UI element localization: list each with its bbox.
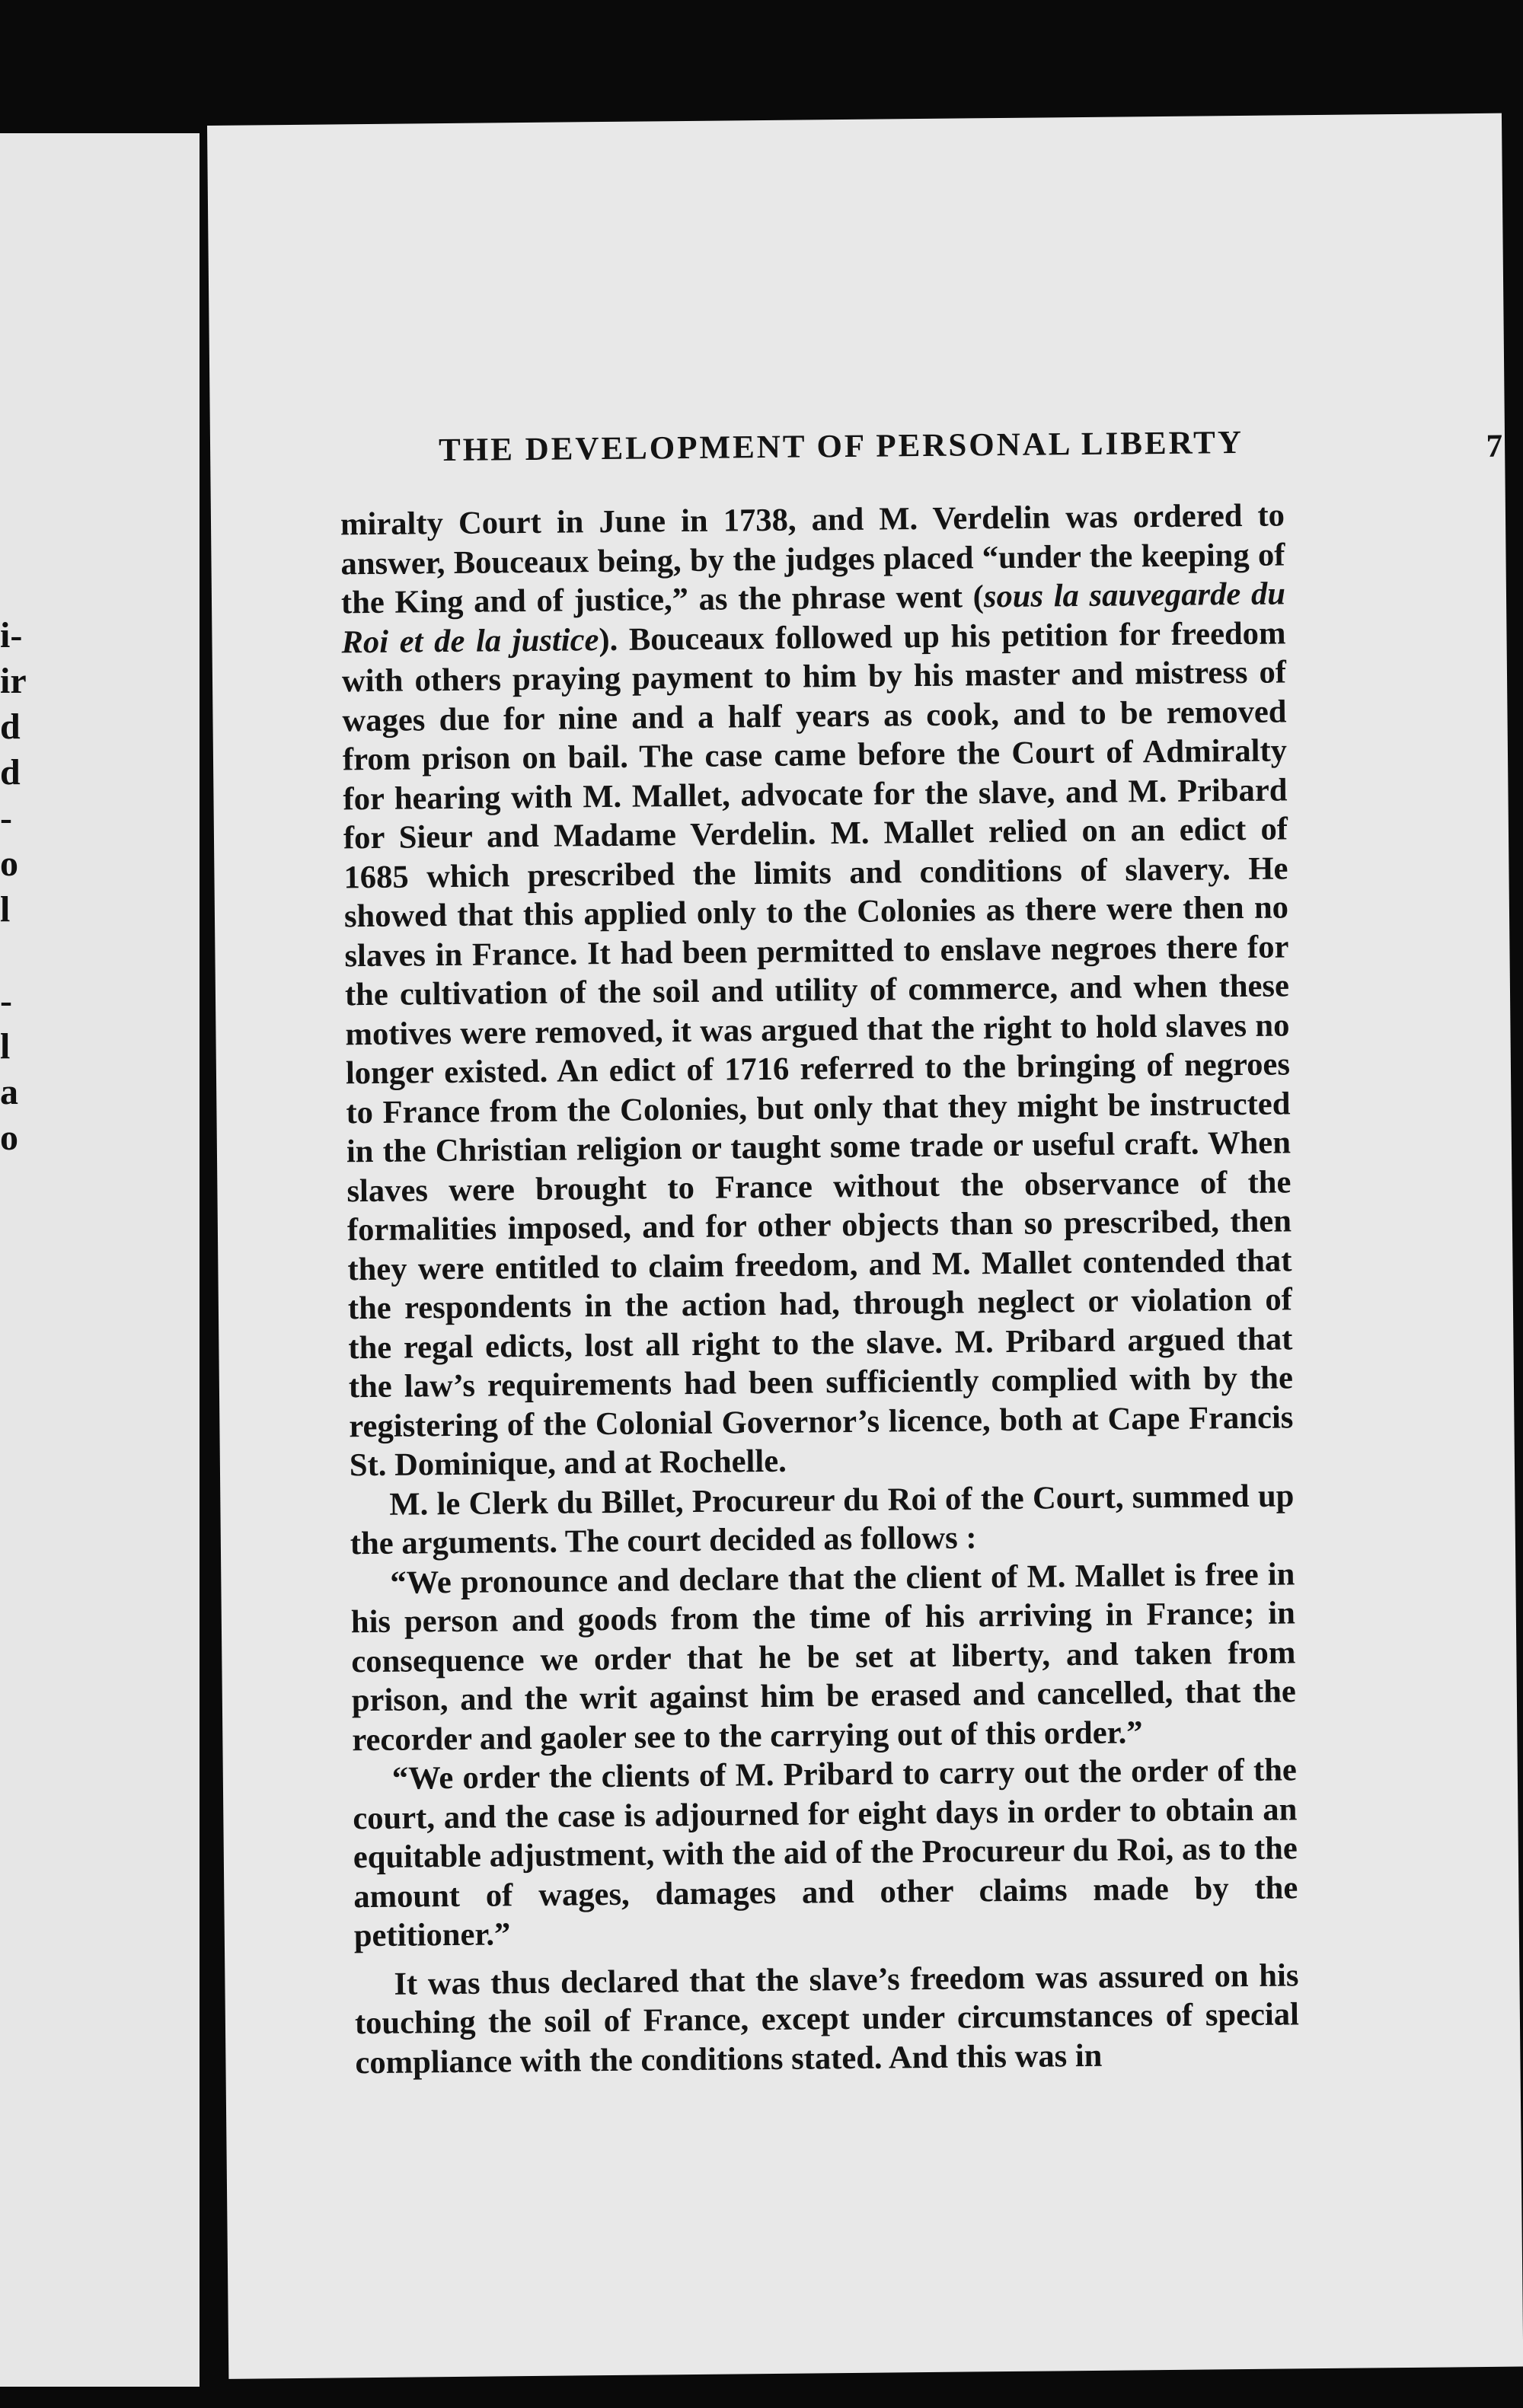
fragment: - [0,981,12,1021]
paragraph: It was thus declared that the slave’s freedom was assured on his touching the soil of France, except under circumstances of special compliance with the conditions stated. And this was in [354,1957,1300,2081]
paragraph: M. le Clerk du Billet, Procureur du Roi of the Court, summed up the arguments. The court decided as follows : [350,1477,1295,1562]
fragment: i- [0,615,23,655]
fragment: l [0,1026,11,1067]
adjacent-page-edge [0,133,200,2387]
book-page [207,113,1523,2379]
fragment: d [0,706,21,747]
fragment: l [0,889,11,930]
page-number: 7 [1486,428,1505,464]
page-body [340,496,1300,2082]
running-header [439,422,1505,469]
fragment [0,933,23,978]
fragment: - [0,798,12,838]
italic-phrase: sous la sauvegarde du Roi et de la justice [341,576,1286,660]
fragment: ir [0,661,27,701]
text-run: ). Bouceaux followed up his petition for freedom with others praying payment to him by his master and mistress of wages due for nine and a half years as cook, and to be removed from prison on bail. The case came before the Court of Admiralty for hearing with M. Mallet, advocate for the slave, and M. Pribard for Sieur and Madame Verdelin. M. Mallet relied on an edict of 1685 which prescribed the limits and conditions of slavery. He showed that this applied only to the Colonies as there were then no slaves in France. It had been permitted to enslave negroes there for the cultivation of the soil and utility of commerce, and when these motives were removed, it was argued that the right to hold slaves no longer existed. An edict of 1716 referred to the bringing of negroes to France from the Colonies, but only that they might be instructed in the Christian religion or taught some trade or useful craft. When slaves were brought to France without the observance of the formalities imposed, and for other objects than so prescribed, then they were entitled to claim freedom, and M. Mallet contended that the respondents in the action had, through neglect or violation of the regal edicts, lost all right to the slave. M. Pribard argued that the law’s requirements had been sufficiently complied with by the registering of the Colonial Governor’s licence, both at Cape Francis St. Dominique, and at Rochelle. [341,614,1294,1484]
quoted-judgment: “We pronounce and declare that the client of M. Mallet is free in his person and goods from the time of his arriving in France; in consequence we order that he be set at liberty, and taken from prison, and the writ against him be erased and cancelled, that the recorder and gaoler see to the carrying out of this order.” [350,1555,1297,1758]
running-title: THE DEVELOPMENT OF PERSONAL LIBERTY [438,424,1244,469]
paragraph-continued [340,496,1294,1485]
fragment: d [0,752,21,793]
text-run: miralty Court in June in 1738, and M. Verdelin was ordered to answer, Bouceaux being, by the judges placed “under the keeping of the King and of justice,” as the phrase went ( [340,497,1285,621]
fragment: a [0,1072,18,1112]
adjacent-page-text-fragments [0,613,27,1161]
fragment: o [0,1118,18,1158]
quoted-order: “We order the clients of M. Pribard to carry out the order of the court, and the case is adjourned for eight days in order to obtain an equitable adjustment, with the aid of the Procureur du Roi, as to the amount of wages, damages and other claims made by the petitioner.” [353,1752,1298,1954]
fragment: o [0,844,18,884]
